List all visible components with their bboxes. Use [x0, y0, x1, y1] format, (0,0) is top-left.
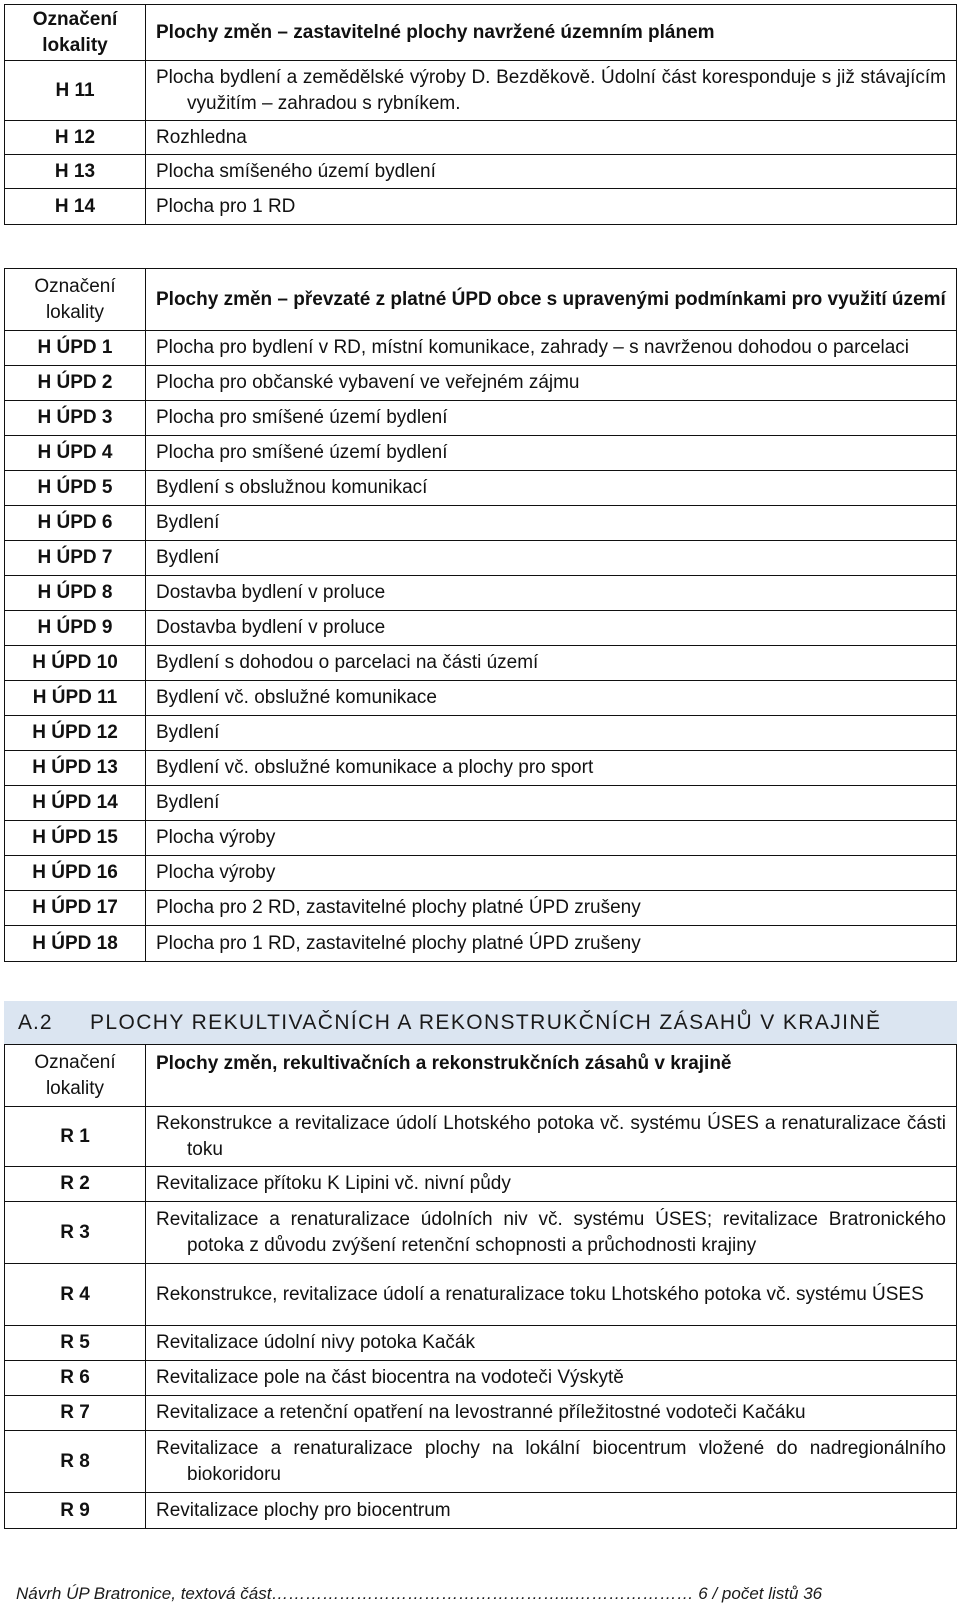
row-code: H 13 [5, 155, 146, 189]
row-text: Plocha pro 1 RD [146, 189, 957, 225]
table-row [5, 401, 957, 436]
row-code: H 14 [5, 189, 146, 225]
section-title: PLOCHY REKULTIVAČNÍCH A REKONSTRUKČNÍCH ZÁSAHŮ V KRAJINĚ [90, 1011, 882, 1034]
row-code: R 8 [5, 1431, 146, 1493]
row-code: H ÚPD 9 [5, 611, 146, 646]
row-text [146, 1107, 957, 1167]
table-row [5, 541, 957, 576]
table-row [5, 1396, 957, 1431]
header-code-cell: Označení lokality [5, 269, 146, 331]
row-text [146, 1431, 957, 1493]
row-text: Plocha pro 1 RD, zastavitelné plochy platné ÚPD zrušeny [146, 926, 957, 962]
row-code: R 5 [5, 1326, 146, 1361]
row-text: Plocha pro smíšené území bydlení [146, 401, 957, 436]
table-row [5, 751, 957, 786]
table-row [5, 155, 957, 189]
table-row [5, 366, 957, 401]
table-row [5, 1326, 957, 1361]
row-text: Revitalizace pole na část biocentra na vodoteči Výskytě [146, 1361, 957, 1396]
table-row [5, 856, 957, 891]
row-code: H ÚPD 1 [5, 331, 146, 366]
row-text [146, 1264, 957, 1326]
row-text: Revitalizace a retenční opatření na levostranné příležitostné vodoteči Kačáku [146, 1396, 957, 1431]
row-text: Plocha pro občanské vybavení ve veřejném zájmu [146, 366, 957, 401]
row-text: Revitalizace plochy pro biocentrum [146, 1493, 957, 1529]
table-row [5, 506, 957, 541]
row-code: H 12 [5, 121, 146, 155]
row-text: Plocha výroby [146, 821, 957, 856]
table-row [5, 1167, 957, 1202]
table-row [5, 436, 957, 471]
row-code: H ÚPD 2 [5, 366, 146, 401]
table-row [5, 61, 957, 121]
row-text: Dostavba bydlení v proluce [146, 576, 957, 611]
row-text: Bydlení [146, 541, 957, 576]
row-text: Rozhledna [146, 121, 957, 155]
landscape-interventions-table [4, 1044, 957, 1529]
row-text: Plocha pro 2 RD, zastavitelné plochy platné ÚPD zrušeny [146, 891, 957, 926]
table-header-row [5, 5, 957, 61]
row-code: H ÚPD 7 [5, 541, 146, 576]
row-text-content: Rekonstrukce, revitalizace údolí a renaturalizace toku Lhotského potoka vč. systému ÚSES [156, 1283, 924, 1305]
table-row [5, 681, 957, 716]
row-code: R 2 [5, 1167, 146, 1202]
table-row [5, 611, 957, 646]
row-text-content: Plocha bydlení a zemědělské výroby D. Bezděkově. Údolní část koresponduje s již stávajícím využitím – zahradou s rybníkem. [156, 66, 946, 114]
row-text [146, 61, 957, 121]
table-row [5, 786, 957, 821]
row-text: Bydlení [146, 716, 957, 751]
table-row [5, 716, 957, 751]
row-text: Revitalizace přítoku K Lipini vč. nivní půdy [146, 1167, 957, 1202]
row-code: H 11 [5, 61, 146, 121]
row-text: Plocha pro bydlení v RD, místní komunikace, zahrady – s navrženou dohodou o parcelaci [146, 331, 957, 366]
adopted-areas-table [4, 268, 957, 962]
table-row [5, 189, 957, 225]
header-code-cell: Označení lokality [5, 5, 146, 61]
row-text: Bydlení vč. obslužné komunikace [146, 681, 957, 716]
table-row [5, 926, 957, 962]
table-header-row [5, 1045, 957, 1107]
row-text: Bydlení vč. obslužné komunikace a plochy pro sport [146, 751, 957, 786]
table-row [5, 1361, 957, 1396]
row-code: H ÚPD 12 [5, 716, 146, 751]
header-title-cell: Plochy změn – zastavitelné plochy navržené územním plánem [146, 5, 957, 61]
row-text: Revitalizace údolní nivy potoka Kačák [146, 1326, 957, 1361]
row-text: Plocha smíšeného území bydlení [146, 155, 957, 189]
row-code: H ÚPD 6 [5, 506, 146, 541]
table-row [5, 331, 957, 366]
row-code: H ÚPD 17 [5, 891, 146, 926]
section-number: A.2 [18, 1011, 53, 1034]
table-row [5, 576, 957, 611]
row-code: H ÚPD 5 [5, 471, 146, 506]
row-text: Dostavba bydlení v proluce [146, 611, 957, 646]
row-code: H ÚPD 4 [5, 436, 146, 471]
row-code: H ÚPD 14 [5, 786, 146, 821]
row-code: R 1 [5, 1107, 146, 1167]
table-row [5, 821, 957, 856]
row-code: R 7 [5, 1396, 146, 1431]
row-code: H ÚPD 11 [5, 681, 146, 716]
row-text: Plocha pro smíšené území bydlení [146, 436, 957, 471]
section-heading [4, 1001, 957, 1045]
table-row [5, 121, 957, 155]
header-title-cell: Plochy změn – převzaté z platné ÚPD obce s upravenými podmínkami pro využití území [146, 269, 957, 331]
planned-areas-table [4, 4, 957, 225]
row-text [146, 1202, 957, 1264]
table-row [5, 1202, 957, 1264]
row-code: H ÚPD 16 [5, 856, 146, 891]
row-text: Bydlení [146, 786, 957, 821]
row-text-content: Revitalizace a renaturalizace údolních niv vč. systému ÚSES; revitalizace Bratronického potoka z důvodu zvýšení retenční schopnosti a průchodnosti krajiny [156, 1208, 946, 1256]
header-code-cell: Označení lokality [5, 1045, 146, 1107]
table-row [5, 891, 957, 926]
row-text-content: Revitalizace a renaturalizace plochy na lokální biocentrum vložené do nadregionálního biokoridoru [156, 1437, 946, 1485]
table-row [5, 1107, 957, 1167]
row-code: R 9 [5, 1493, 146, 1529]
table-row [5, 1431, 957, 1493]
row-text: Bydlení s obslužnou komunikací [146, 471, 957, 506]
row-code: R 6 [5, 1361, 146, 1396]
header-title-cell: Plochy změn, rekultivačních a rekonstrukčních zásahů v krajině [146, 1045, 957, 1107]
row-text: Bydlení [146, 506, 957, 541]
page-footer: Návrh ÚP Bratronice, textová část……………………………………………...………………… 6 / počet listů 36 [16, 1584, 823, 1603]
row-text: Bydlení s dohodou o parcelaci na části území [146, 646, 957, 681]
row-text: Plocha výroby [146, 856, 957, 891]
row-code: H ÚPD 10 [5, 646, 146, 681]
row-code: H ÚPD 18 [5, 926, 146, 962]
table-row [5, 1493, 957, 1529]
row-code: H ÚPD 13 [5, 751, 146, 786]
table-row [5, 646, 957, 681]
row-code: H ÚPD 8 [5, 576, 146, 611]
row-code: R 4 [5, 1264, 146, 1326]
row-code: H ÚPD 15 [5, 821, 146, 856]
table-header-row [5, 269, 957, 331]
row-code: R 3 [5, 1202, 146, 1264]
table-row [5, 1264, 957, 1326]
row-text-content: Rekonstrukce a revitalizace údolí Lhotského potoka vč. systému ÚSES a renaturalizace části toku [156, 1112, 946, 1160]
row-code: H ÚPD 3 [5, 401, 146, 436]
table-row [5, 471, 957, 506]
